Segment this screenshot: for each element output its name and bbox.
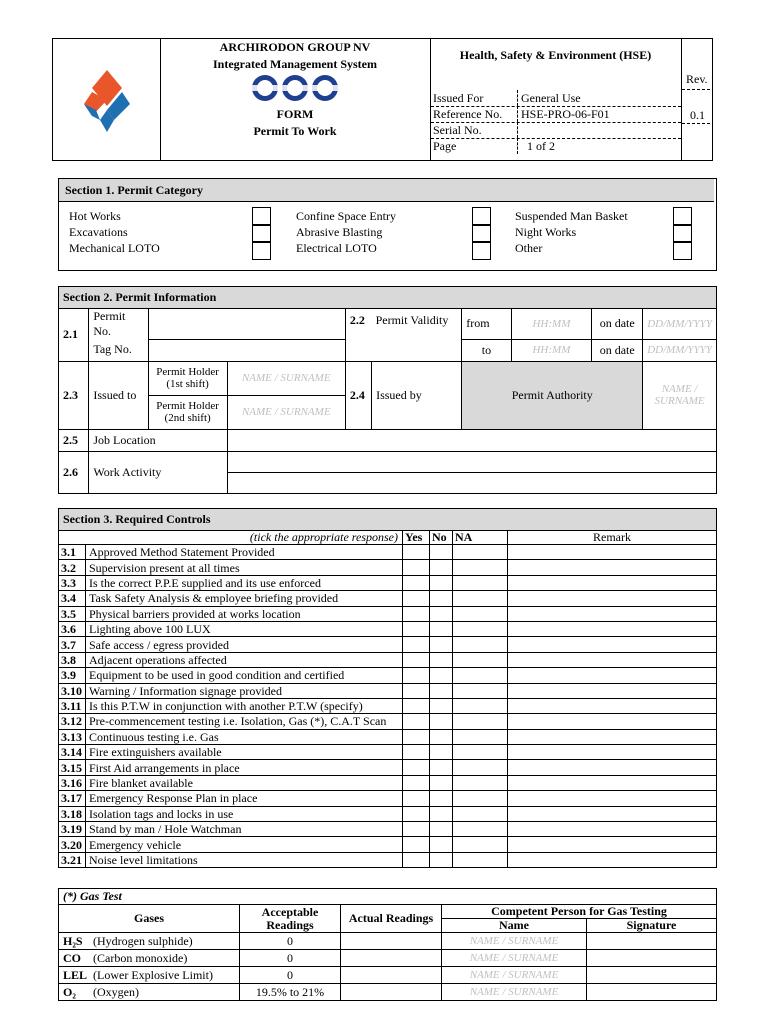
na-cell[interactable]	[453, 806, 508, 821]
table-row	[59, 668, 717, 683]
gas-full-name: (Hydrogen sulphide)	[93, 933, 193, 948]
na-cell[interactable]	[453, 606, 508, 621]
remark-cell[interactable]	[508, 714, 717, 729]
item-number: 2.4	[345, 361, 371, 429]
table-row	[59, 837, 717, 852]
remark-cell[interactable]	[508, 621, 717, 636]
remark-cell[interactable]	[508, 575, 717, 590]
gas-row	[59, 950, 717, 967]
gas-name	[59, 984, 240, 1001]
na-cell[interactable]	[453, 560, 508, 575]
table-row	[59, 683, 717, 698]
control-text: Fire blanket available	[86, 775, 403, 790]
job-location-label: Job Location	[89, 429, 227, 451]
remark-header: Remark	[508, 531, 717, 545]
no-cell[interactable]	[430, 560, 453, 575]
section3-title: Section 3. Required Controls	[59, 509, 717, 531]
yes-cell[interactable]	[403, 683, 430, 698]
to-time-input[interactable]: HH:MM	[511, 339, 592, 361]
tick-note: (tick the appropriate response)	[59, 531, 403, 545]
gas-symbol: H₂S	[63, 933, 83, 948]
issued-for-row	[431, 91, 681, 107]
na-cell[interactable]	[453, 545, 508, 560]
header-info-rows	[431, 91, 681, 154]
na-cell[interactable]	[453, 621, 508, 636]
category-label: Night Works	[515, 225, 577, 239]
row-label: Reference No.	[433, 107, 503, 121]
control-number: 3.2	[59, 560, 86, 575]
gases-header: Gases	[59, 905, 240, 933]
gas-name	[59, 933, 240, 950]
control-number: 3.7	[59, 637, 86, 652]
table-row	[59, 775, 717, 790]
no-cell[interactable]	[430, 606, 453, 621]
acceptable-reading: 19.5% to 21%	[240, 984, 341, 1001]
gas-symbol: CO	[63, 950, 81, 965]
table-row	[59, 545, 717, 560]
remark-cell[interactable]	[508, 775, 717, 790]
remark-cell[interactable]	[508, 683, 717, 698]
control-number: 3.16	[59, 775, 86, 790]
no-cell[interactable]	[430, 729, 453, 744]
rev-line-2	[682, 123, 710, 124]
table-row	[59, 621, 717, 636]
authority-name-input[interactable]: NAME / SURNAME	[643, 361, 717, 429]
permit-no-label: Permit No.	[89, 309, 148, 340]
acceptable-header: Acceptable Readings	[240, 905, 341, 933]
mechanical-loto-checkbox[interactable]	[252, 241, 271, 260]
header-divider-3	[681, 38, 682, 160]
item-number: 2.5	[59, 429, 89, 451]
remark-cell[interactable]	[508, 745, 717, 760]
on-date-label-2: on date	[592, 339, 643, 361]
remark-cell[interactable]	[508, 791, 717, 806]
control-text: Fire extinguishers available	[86, 745, 403, 760]
control-text: First Aid arrangements in place	[86, 760, 403, 775]
form-title: Permit To Work	[253, 124, 337, 138]
yes-cell[interactable]	[403, 852, 430, 867]
tester-name-input[interactable]: NAME / SURNAME	[442, 984, 587, 1001]
control-number: 3.3	[59, 575, 86, 590]
gas-test-title: (*) Gas Test	[59, 889, 717, 905]
row-sep	[517, 138, 518, 154]
row-sep	[517, 90, 518, 106]
tag-no-label: Tag No.	[89, 339, 148, 361]
no-cell[interactable]	[430, 760, 453, 775]
remark-cell[interactable]	[508, 729, 717, 744]
no-cell[interactable]	[430, 806, 453, 821]
yes-cell[interactable]	[403, 822, 430, 837]
table-row	[59, 745, 717, 760]
remark-cell[interactable]	[508, 606, 717, 621]
control-number: 3.12	[59, 714, 86, 729]
yes-cell[interactable]	[403, 729, 430, 744]
acceptable-reading: 0	[240, 950, 341, 967]
control-text: Isolation tags and locks in use	[86, 806, 403, 821]
row-value: 1 of 2	[527, 139, 555, 153]
actual-header: Actual Readings	[341, 905, 442, 933]
row-label: Page	[433, 139, 457, 153]
control-number: 3.1	[59, 545, 86, 560]
control-text: Emergency Response Plan in place	[86, 791, 403, 806]
tester-signature-input[interactable]	[587, 984, 717, 1001]
yes-cell[interactable]	[403, 606, 430, 621]
na-cell[interactable]	[453, 591, 508, 606]
table-row	[59, 760, 717, 775]
from-label: from	[462, 309, 511, 340]
na-cell[interactable]	[453, 714, 508, 729]
job-location-input[interactable]	[227, 429, 716, 451]
tester-signature-input[interactable]	[587, 933, 717, 950]
control-text: Supervision present at all times	[86, 560, 403, 575]
permit-authority-label: Permit Authority	[462, 361, 643, 429]
actual-reading-input[interactable]	[341, 950, 442, 967]
no-cell[interactable]	[430, 837, 453, 852]
acceptable-reading: 0	[240, 933, 341, 950]
gas-name	[59, 967, 240, 984]
no-cell[interactable]	[430, 575, 453, 590]
yes-cell[interactable]	[403, 591, 430, 606]
control-text: Task Safety Analysis & employee briefing provided	[86, 591, 403, 606]
item-number: 2.2	[345, 309, 371, 362]
item-number: 2.1	[59, 309, 89, 362]
actual-reading-input[interactable]	[341, 984, 442, 1001]
from-time-input[interactable]: HH:MM	[511, 309, 592, 340]
category-label: Mechanical LOTO	[69, 241, 160, 255]
control-text: Pre-commencement testing i.e. Isolation, Gas (*), C.A.T Scan	[86, 714, 403, 729]
work-activity-input-1[interactable]	[227, 451, 716, 472]
control-text: Continuous testing i.e. Gas	[86, 729, 403, 744]
control-number: 3.17	[59, 791, 86, 806]
tag-no-input[interactable]	[148, 339, 345, 361]
yes-cell[interactable]	[403, 714, 430, 729]
controls-body	[59, 545, 717, 868]
rev-value: 0.1	[690, 108, 705, 122]
category-label: Electrical LOTO	[296, 241, 377, 255]
table-row	[59, 806, 717, 821]
serial-row[interactable]	[431, 123, 681, 139]
signature-header: Signature	[587, 919, 717, 933]
yes-cell[interactable]	[403, 806, 430, 821]
gas-body	[59, 933, 717, 1001]
other-checkbox[interactable]	[673, 241, 692, 260]
category-label: Confine Space Entry	[296, 209, 396, 223]
name-header: Name	[442, 919, 587, 933]
no-cell[interactable]	[430, 652, 453, 667]
gas-test-table	[58, 888, 717, 1001]
yes-cell[interactable]	[403, 837, 430, 852]
category-label: Excavations	[69, 225, 128, 239]
na-cell[interactable]	[453, 791, 508, 806]
control-text: Warning / Information signage provided	[86, 683, 403, 698]
no-cell[interactable]	[430, 698, 453, 713]
row-label: Serial No.	[433, 123, 482, 137]
category-label: Other	[515, 241, 543, 255]
yes-header: Yes	[403, 531, 430, 545]
control-text: Stand by man / Hole Watchman	[86, 822, 403, 837]
table-row	[59, 714, 717, 729]
remark-cell[interactable]	[508, 637, 717, 652]
issued-by-label: Issued by	[372, 361, 462, 429]
holder2-name-input[interactable]: NAME / SURNAME	[227, 395, 345, 429]
table-row	[59, 560, 717, 575]
table-row	[59, 637, 717, 652]
no-cell[interactable]	[430, 621, 453, 636]
remark-cell[interactable]	[508, 852, 717, 867]
gas-name	[59, 950, 240, 967]
category-label: Abrasive Blasting	[296, 225, 383, 239]
yes-cell[interactable]	[403, 652, 430, 667]
hse-title: Health, Safety & Environment (HSE)	[459, 48, 652, 62]
control-number: 3.9	[59, 668, 86, 683]
category-col3	[515, 208, 628, 256]
no-cell[interactable]	[430, 822, 453, 837]
remark-cell[interactable]	[508, 837, 717, 852]
na-header: NA	[453, 531, 508, 545]
control-number: 3.20	[59, 837, 86, 852]
category-col1	[69, 208, 160, 256]
yes-cell[interactable]	[403, 775, 430, 790]
gas-full-name: (Lower Explosive Limit)	[93, 967, 213, 982]
row-sep	[517, 106, 518, 122]
yes-cell[interactable]	[403, 760, 430, 775]
yes-cell[interactable]	[403, 745, 430, 760]
no-header: No	[430, 531, 453, 545]
permit-no-input[interactable]	[148, 309, 345, 340]
category-col2	[296, 208, 396, 256]
remark-cell[interactable]	[508, 698, 717, 713]
control-text: Equipment to be used in good condition and certified	[86, 668, 403, 683]
remark-cell[interactable]	[508, 668, 717, 683]
na-cell[interactable]	[453, 652, 508, 667]
na-cell[interactable]	[453, 745, 508, 760]
yes-cell[interactable]	[403, 545, 430, 560]
on-date-label: on date	[592, 309, 643, 340]
gas-symbol: LEL	[63, 967, 88, 982]
control-number: 3.15	[59, 760, 86, 775]
yes-cell[interactable]	[403, 575, 430, 590]
issued-to-label: Issued to	[89, 361, 148, 429]
control-number: 3.19	[59, 822, 86, 837]
control-number: 3.18	[59, 806, 86, 821]
row-value: General Use	[521, 91, 581, 105]
company-logo	[84, 70, 130, 132]
na-cell[interactable]	[453, 852, 508, 867]
no-cell[interactable]	[430, 683, 453, 698]
form-label: FORM	[276, 107, 314, 121]
gas-row	[59, 933, 717, 950]
certification-logos-icon	[251, 74, 339, 102]
yes-cell[interactable]	[403, 560, 430, 575]
work-activity-input-2[interactable]	[227, 472, 716, 493]
yes-cell[interactable]	[403, 698, 430, 713]
section2-title: Section 2. Permit Information	[59, 287, 717, 309]
yes-cell[interactable]	[403, 668, 430, 683]
yes-cell[interactable]	[403, 637, 430, 652]
control-number: 3.4	[59, 591, 86, 606]
competent-header: Competent Person for Gas Testing	[442, 905, 717, 919]
gas-row	[59, 984, 717, 1001]
no-cell[interactable]	[430, 745, 453, 760]
na-cell[interactable]	[453, 775, 508, 790]
control-number: 3.11	[59, 698, 86, 713]
no-cell[interactable]	[430, 591, 453, 606]
no-cell[interactable]	[430, 852, 453, 867]
control-text: Physical barriers provided at works location	[86, 606, 403, 621]
gas-symbol: O₂	[63, 984, 76, 999]
na-cell[interactable]	[453, 729, 508, 744]
validity-label: Permit Validity	[372, 309, 462, 362]
category-label: Suspended Man Basket	[515, 209, 628, 223]
gas-full-name: (Oxygen)	[93, 984, 139, 999]
acceptable-reading: 0	[240, 967, 341, 984]
control-number: 3.21	[59, 852, 86, 867]
system-name: Integrated Management System	[213, 57, 377, 71]
tester-name-input[interactable]: NAME / SURNAME	[442, 950, 587, 967]
remark-cell[interactable]	[508, 591, 717, 606]
na-cell[interactable]	[453, 760, 508, 775]
na-cell[interactable]	[453, 637, 508, 652]
holder2-label: Permit Holder (2nd shift)	[148, 395, 227, 429]
no-cell[interactable]	[430, 545, 453, 560]
section3-table	[58, 508, 717, 868]
control-text: Safe access / egress provided	[86, 637, 403, 652]
rev-label: Rev.	[686, 72, 708, 86]
work-activity-label: Work Activity	[89, 451, 227, 493]
control-number: 3.14	[59, 745, 86, 760]
company-name: ARCHIRODON GROUP NV	[219, 40, 371, 54]
table-row	[59, 822, 717, 837]
control-text: Noise level limitations	[86, 852, 403, 867]
reference-row	[431, 107, 681, 123]
na-cell[interactable]	[453, 837, 508, 852]
tester-signature-input[interactable]	[587, 950, 717, 967]
no-cell[interactable]	[430, 668, 453, 683]
category-label: Hot Works	[69, 209, 121, 223]
rev-line	[682, 89, 710, 90]
control-text: Is this P.T.W in conjunction with another P.T.W (specify)	[86, 698, 403, 713]
control-number: 3.13	[59, 729, 86, 744]
table-row	[59, 591, 717, 606]
no-cell[interactable]	[430, 775, 453, 790]
yes-cell[interactable]	[403, 791, 430, 806]
remark-cell[interactable]	[508, 806, 717, 821]
section2-table	[58, 286, 717, 494]
tester-name-input[interactable]: NAME / SURNAME	[442, 967, 587, 984]
tester-signature-input[interactable]	[587, 967, 717, 984]
control-number: 3.6	[59, 621, 86, 636]
table-row	[59, 791, 717, 806]
remark-cell[interactable]	[508, 822, 717, 837]
table-row	[59, 698, 717, 713]
electrical-loto-checkbox[interactable]	[472, 241, 491, 260]
na-cell[interactable]	[453, 698, 508, 713]
gas-row	[59, 967, 717, 984]
to-label: to	[462, 339, 511, 361]
control-text: Emergency vehicle	[86, 837, 403, 852]
table-row	[59, 606, 717, 621]
item-number: 2.6	[59, 451, 89, 493]
control-number: 3.10	[59, 683, 86, 698]
row-sep	[517, 122, 518, 138]
control-number: 3.8	[59, 652, 86, 667]
holder1-label: Permit Holder (1st shift)	[148, 361, 227, 395]
na-cell[interactable]	[453, 822, 508, 837]
holder1-name-input[interactable]: NAME / SURNAME	[227, 361, 345, 395]
na-cell[interactable]	[453, 575, 508, 590]
yes-cell[interactable]	[403, 621, 430, 636]
from-date-input[interactable]: DD/MM/YYYY	[643, 309, 717, 340]
table-row	[59, 852, 717, 867]
no-cell[interactable]	[430, 714, 453, 729]
table-row	[59, 652, 717, 667]
control-text: Is the correct P.P.E supplied and its use enforced	[86, 575, 403, 590]
item-number: 2.3	[59, 361, 89, 429]
na-cell[interactable]	[453, 683, 508, 698]
section1-title: Section 1. Permit Category	[59, 179, 714, 202]
table-row	[59, 575, 717, 590]
gas-full-name: (Carbon monoxide)	[93, 950, 188, 965]
tester-name-input[interactable]: NAME / SURNAME	[442, 933, 587, 950]
table-row	[59, 729, 717, 744]
row-value: HSE-PRO-06-F01	[521, 107, 610, 121]
na-cell[interactable]	[453, 668, 508, 683]
row-label: Issued For	[433, 91, 484, 105]
to-date-input[interactable]: DD/MM/YYYY	[643, 339, 717, 361]
control-text: Approved Method Statement Provided	[86, 545, 403, 560]
remark-cell[interactable]	[508, 545, 717, 560]
remark-cell[interactable]	[508, 560, 717, 575]
control-text: Adjacent operations affected	[86, 652, 403, 667]
no-cell[interactable]	[430, 791, 453, 806]
control-text: Lighting above 100 LUX	[86, 621, 403, 636]
control-number: 3.5	[59, 606, 86, 621]
page-row	[431, 139, 681, 154]
actual-reading-input[interactable]	[341, 967, 442, 984]
no-cell[interactable]	[430, 637, 453, 652]
remark-cell[interactable]	[508, 652, 717, 667]
actual-reading-input[interactable]	[341, 933, 442, 950]
remark-cell[interactable]	[508, 760, 717, 775]
